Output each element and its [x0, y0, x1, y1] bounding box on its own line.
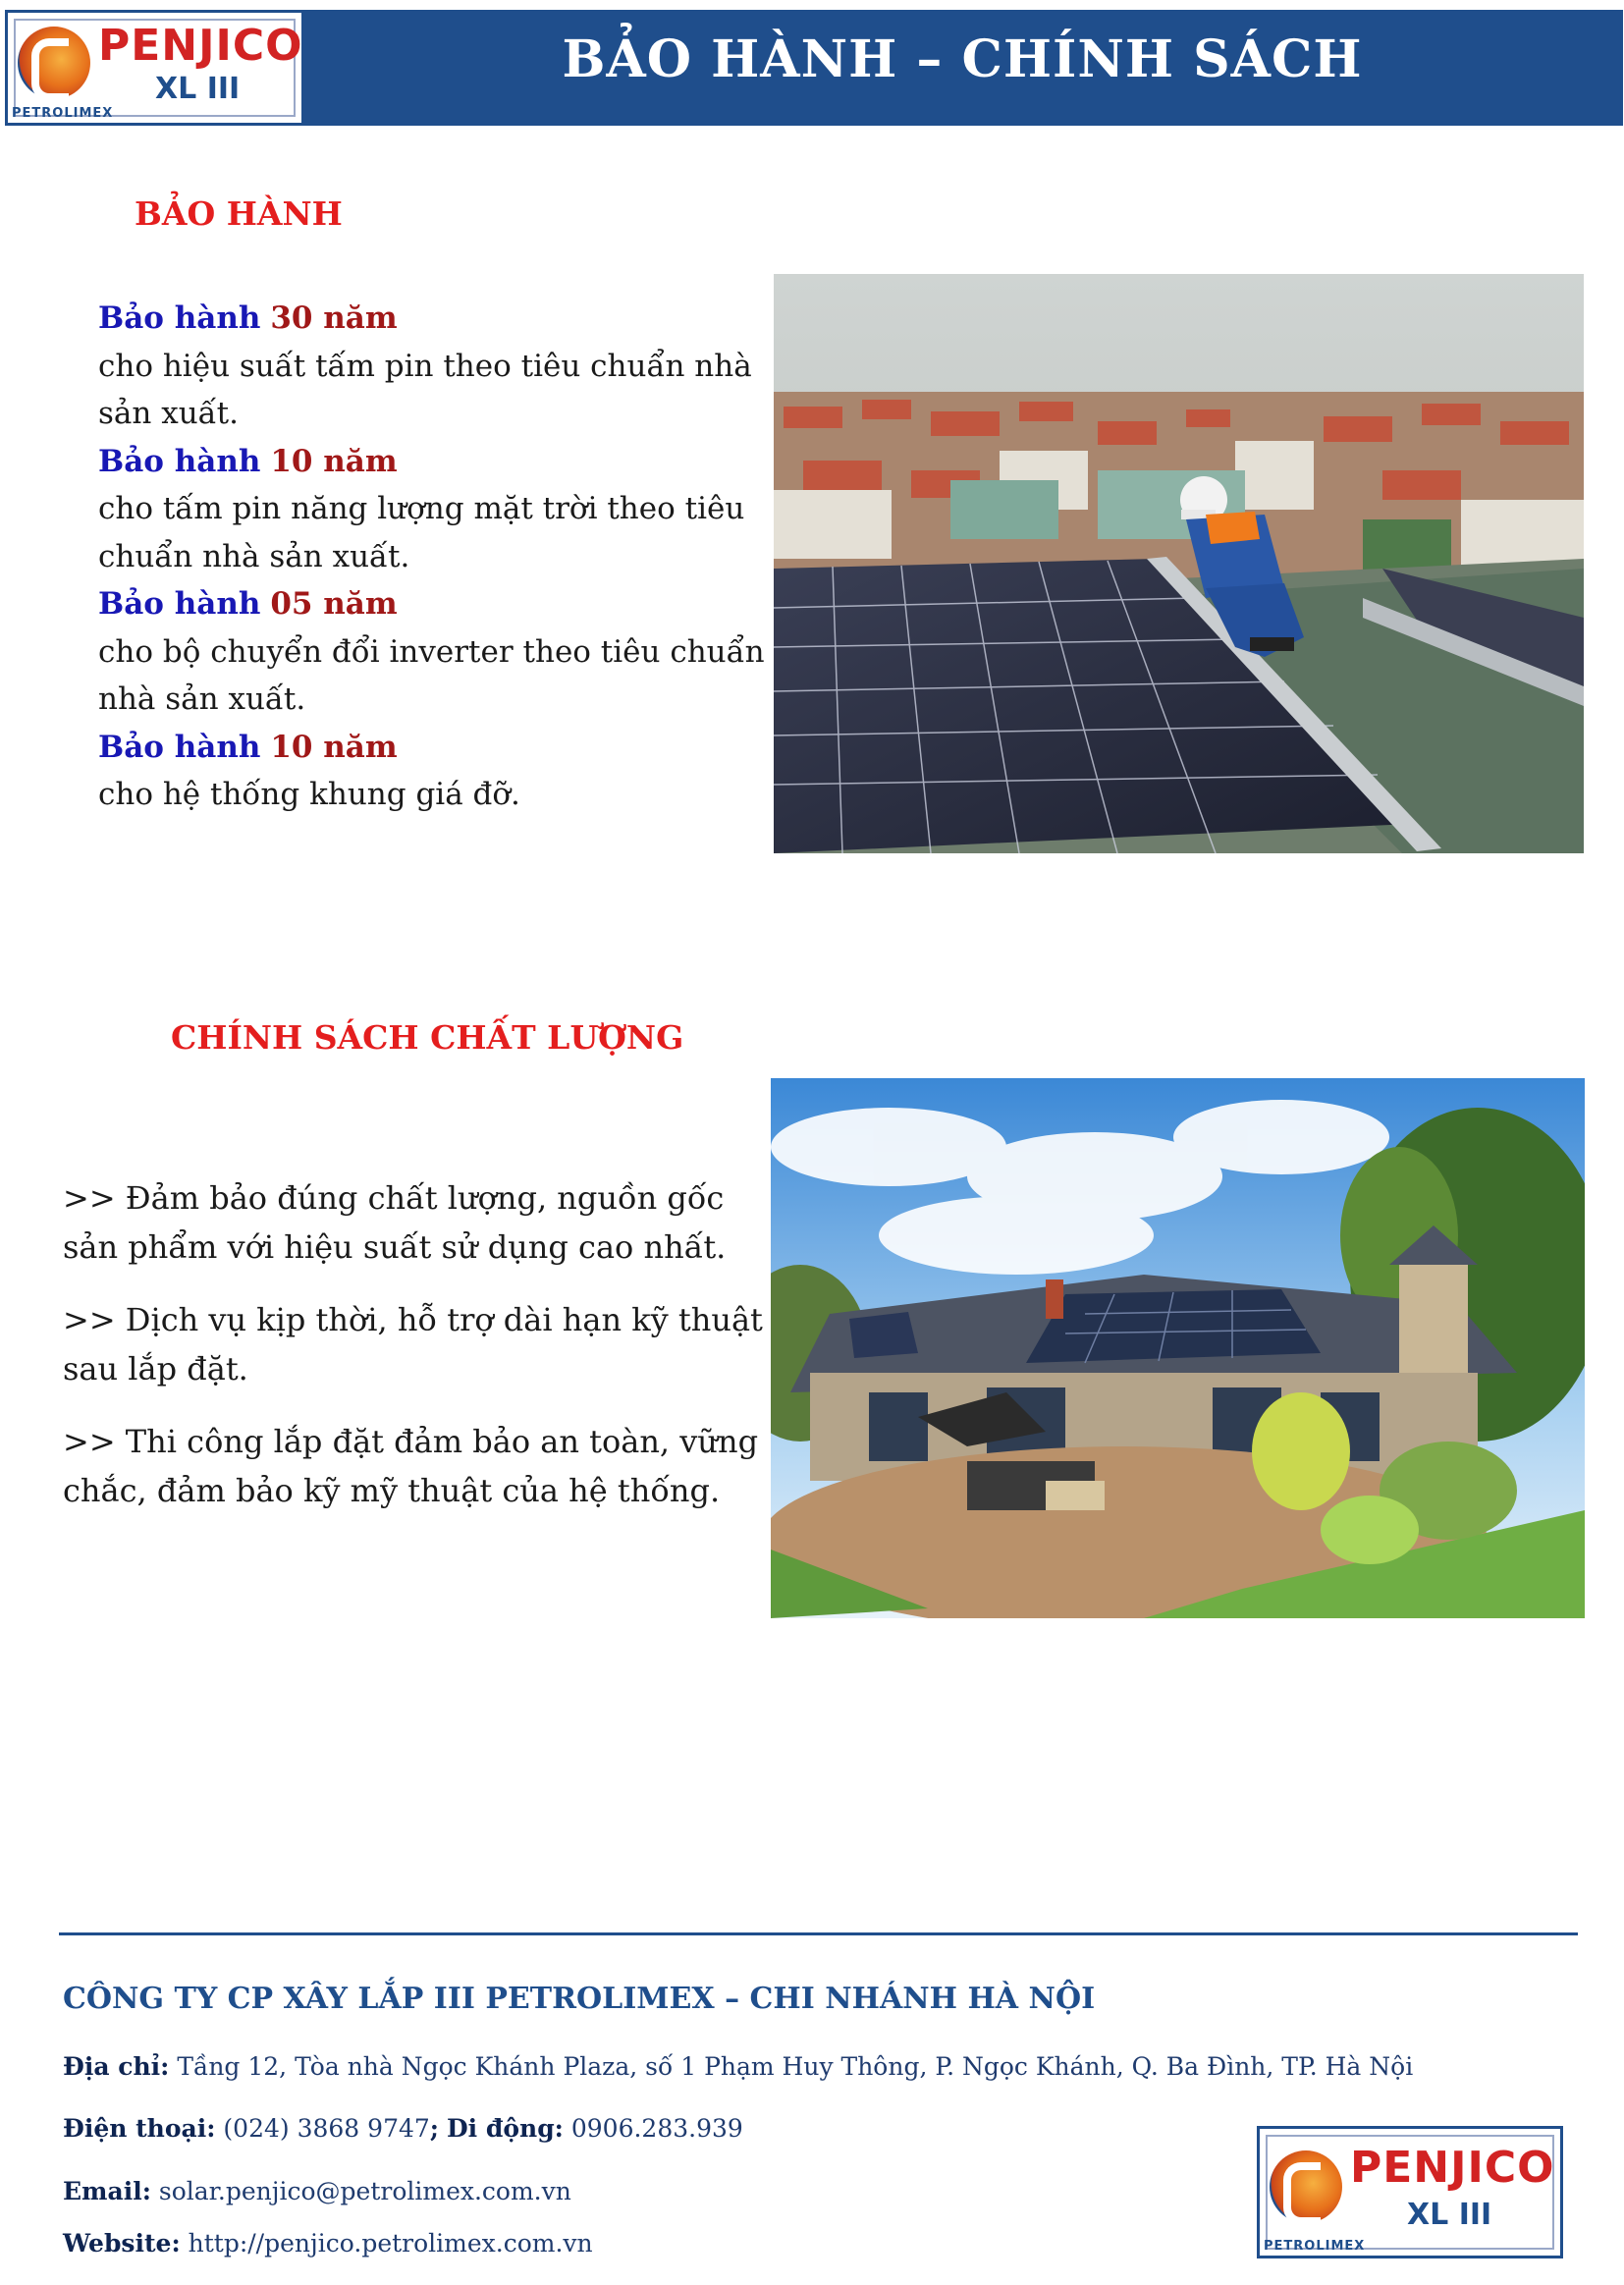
- logo-name: PENJICO: [1350, 2143, 1555, 2193]
- logo-brand: PETROLIMEX: [12, 106, 114, 121]
- email-label: Email:: [63, 2177, 151, 2205]
- warranty-list: [98, 295, 766, 819]
- website-line: [63, 2229, 593, 2258]
- warranty-item: [98, 580, 766, 724]
- footer-divider: [59, 1932, 1578, 1935]
- warranty-desc: cho bộ chuyển đổi inverter theo tiêu chuẩn nhà sản xuất.: [98, 633, 765, 717]
- warranty-desc: cho tấm pin năng lượng mặt trời theo tiêu chuẩn nhà sản xuất.: [98, 491, 745, 574]
- warranty-title: BẢO HÀNH: [135, 194, 343, 233]
- warranty-label: Bảo hành: [98, 586, 261, 622]
- logo-brand: PETROLIMEX: [1264, 2239, 1366, 2254]
- warranty-item: [98, 438, 766, 581]
- address-line: [63, 2052, 1413, 2081]
- phone-label: Điện thoại:: [63, 2114, 216, 2143]
- logo-sub: XL III: [1407, 2198, 1492, 2232]
- mobile-label: Di động:: [446, 2114, 564, 2143]
- logo-sub: XL III: [155, 72, 241, 106]
- warranty-label: Bảo hành: [98, 443, 261, 479]
- phone-value: (024) 3868 9747: [223, 2114, 430, 2143]
- warranty-years: 30 năm: [270, 300, 398, 336]
- website-link[interactable]: http://penjico.petrolimex.com.vn: [188, 2229, 593, 2258]
- address-label: Địa chỉ:: [63, 2052, 170, 2081]
- phone-separator: ;: [429, 2114, 440, 2143]
- email-value[interactable]: solar.penjico@petrolimex.com.vn: [158, 2177, 571, 2205]
- warranty-label: Bảo hành: [98, 729, 261, 765]
- company-name: CÔNG TY CP XÂY LẮP III PETROLIMEX – CHI NHÁNH HÀ NỘI: [63, 1982, 1096, 2016]
- policy-item: >> Dịch vụ kịp thời, hỗ trợ dài hạn kỹ thuật sau lắp đặt.: [63, 1301, 763, 1387]
- penjico-emblem-icon: [1270, 2150, 1342, 2223]
- penjico-emblem-icon: [18, 27, 90, 99]
- address-value: Tầng 12, Tòa nhà Ngọc Khánh Plaza, số 1 Phạm Huy Thông, P. Ngọc Khánh, Q. Ba Đình, TP. Hà Nội: [177, 2052, 1414, 2081]
- page-title: BẢO HÀNH – CHÍNH SÁCH: [562, 29, 1363, 89]
- policy-item: >> Thi công lắp đặt đảm bảo an toàn, vững chắc, đảm bảo kỹ mỹ thuật của hệ thống.: [63, 1423, 759, 1509]
- phone-line: [63, 2114, 743, 2143]
- policy-list: [63, 1173, 770, 1539]
- logo-name: PENJICO: [98, 21, 303, 71]
- warranty-years: 05 năm: [270, 586, 398, 622]
- mobile-value: 0906.283.939: [570, 2114, 743, 2143]
- warranty-desc: cho hệ thống khung giá đỡ.: [98, 777, 520, 812]
- warranty-years: 10 năm: [270, 443, 398, 479]
- house-solar-photo: [771, 1078, 1585, 1618]
- company-logo: [5, 10, 304, 126]
- rooftop-solar-photo: [774, 274, 1584, 853]
- warranty-label: Bảo hành: [98, 300, 261, 336]
- warranty-years: 10 năm: [270, 729, 398, 765]
- website-label: Website:: [63, 2229, 181, 2258]
- warranty-item: [98, 295, 766, 438]
- email-line: [63, 2177, 571, 2205]
- warranty-item: [98, 724, 766, 819]
- warranty-desc: cho hiệu suất tấm pin theo tiêu chuẩn nhà sản xuất.: [98, 348, 752, 431]
- footer-logo: [1257, 2126, 1563, 2258]
- policy-item: >> Đảm bảo đúng chất lượng, nguồn gốc sản phẩm với hiệu suất sử dụng cao nhất.: [63, 1179, 727, 1266]
- policy-title: CHÍNH SÁCH CHẤT LƯỢNG: [171, 1018, 684, 1057]
